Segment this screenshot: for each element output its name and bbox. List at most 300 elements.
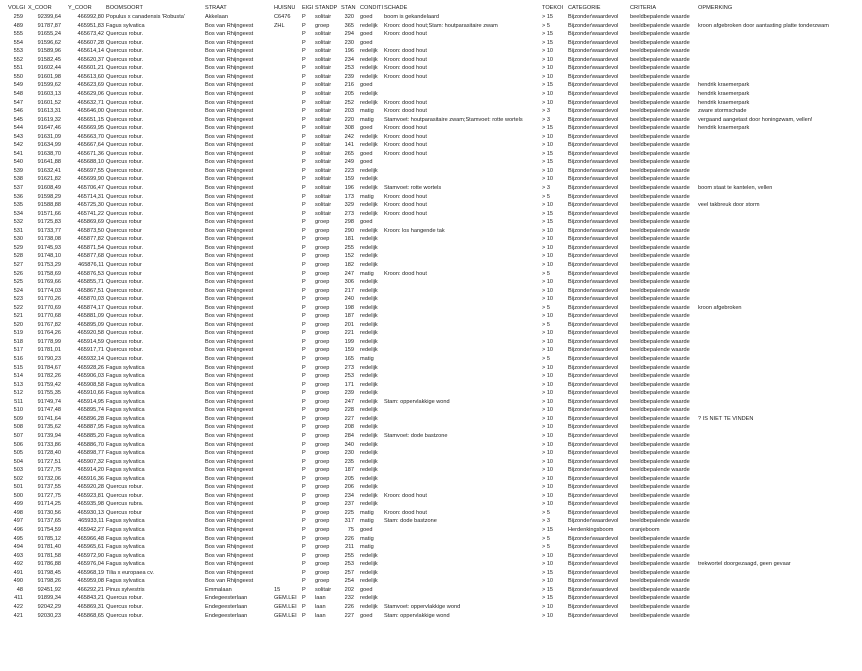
table-row: [0, 577, 862, 585]
column-header-straat: STRAAT: [205, 5, 227, 11]
cell-standplaats: groep: [315, 432, 330, 439]
cell-conditie: matig: [360, 270, 374, 277]
table-row: [0, 509, 862, 517]
cell-conditie: redelijk: [360, 176, 378, 183]
cell-toekomstverwachting: > 10: [542, 48, 554, 55]
cell-categorie: Bijzonder\waardevol: [568, 244, 619, 251]
cell-categorie: Bijzonder\waardevol: [568, 569, 619, 576]
cell-standplaats: groep: [315, 552, 330, 559]
cell-criteria: beeldbepalende waarde: [630, 424, 690, 431]
cell-standplaats: solitair: [315, 586, 332, 593]
table-row: [0, 560, 862, 568]
cell-x-coordinaat: 91732,06: [37, 475, 61, 482]
cell-straat: Bos van Rhijngeest: [205, 167, 254, 174]
cell-volgnummer: 538: [13, 176, 23, 183]
cell-standplaats: solitair: [315, 82, 332, 89]
cell-straat: Bos van Rhijngeest: [205, 227, 254, 234]
cell-toekomstverwachting: > 10: [542, 390, 554, 397]
cell-toekomstverwachting: > 10: [542, 347, 554, 354]
table-row: [0, 167, 862, 175]
cell-stamdiameter: 211: [345, 544, 354, 551]
cell-toekomstverwachting: > 10: [542, 330, 554, 337]
cell-stamdiameter: 226: [344, 603, 354, 610]
cell-x-coordinaat: 91790,23: [37, 356, 61, 362]
cell-x-coordinaat: 91735,62: [37, 424, 61, 431]
cell-x-coordinaat: 91632,41: [37, 167, 61, 174]
cell-volgnummer: 542: [13, 142, 23, 149]
cell-toekomstverwachting: > 10: [542, 56, 554, 63]
cell-stamdiameter: 253: [344, 561, 354, 568]
cell-stamdiameter: 252: [344, 99, 354, 106]
cell-boomsoort: Fagus sylvatica: [106, 544, 145, 551]
cell-volgnummer: 544: [13, 125, 23, 132]
cell-schade: Kroon: dood hout: [384, 31, 427, 38]
cell-conditie: redelijk: [360, 90, 378, 97]
cell-standplaats: groep: [315, 381, 330, 388]
cell-straat: Bos van Rhijngeest: [205, 364, 254, 371]
cell-eigenaar: P: [302, 261, 306, 268]
cell-toekomstverwachting: > 10: [542, 176, 554, 183]
cell-categorie: Bijzonder\waardevol: [568, 364, 619, 371]
cell-volgnummer: 513: [13, 381, 23, 388]
cell-volgnummer: 514: [13, 373, 23, 380]
table-row: [0, 56, 862, 64]
cell-boomsoort: Fagus sylvatica: [106, 518, 145, 525]
cell-boomsoort: Quercus robur.: [106, 287, 143, 294]
cell-eigenaar: P: [302, 244, 306, 251]
cell-conditie: redelijk: [360, 424, 378, 431]
cell-conditie: redelijk: [360, 321, 378, 328]
cell-y-coordinaat: 465906,03: [77, 373, 104, 380]
cell-volgnummer: 502: [13, 475, 23, 482]
cell-boomsoort: Fagus sylvatica: [106, 364, 145, 371]
cell-y-coordinaat: 465907,32: [77, 458, 104, 465]
cell-stamdiameter: 254: [344, 578, 354, 585]
cell-categorie: Bijzonder\waardevol: [568, 518, 619, 525]
cell-conditie: matig: [360, 193, 374, 200]
cell-criteria: beeldbepalende waarde: [630, 313, 690, 320]
cell-conditie: matig: [360, 108, 374, 115]
cell-conditie: redelijk: [360, 381, 378, 388]
cell-straat: Bos van Rhijngeest: [205, 90, 254, 97]
cell-criteria: beeldbepalende waarde: [630, 398, 690, 405]
cell-criteria: beeldbepalende waarde: [630, 261, 690, 268]
cell-y-coordinaat: 465873,50: [77, 227, 104, 234]
cell-volgnummer: 511: [14, 398, 23, 405]
cell-standplaats: solitair: [315, 73, 332, 80]
cell-x-coordinaat: 91737,55: [37, 484, 61, 491]
cell-schade: Kroon: dood hout;Stam: houtparasitaire zwam: [384, 22, 498, 29]
cell-straat: Bos van Rhijngeest: [205, 381, 254, 388]
cell-boomsoort: Quercus robur.: [106, 356, 143, 362]
cell-boomsoort: Quercus robur: [106, 219, 142, 226]
cell-categorie: Herdenkingsboom: [568, 527, 614, 533]
cell-conditie: redelijk: [360, 244, 378, 251]
cell-categorie: Bijzonder\waardevol: [568, 424, 619, 431]
cell-standplaats: solitair: [315, 142, 332, 149]
cell-categorie: Bijzonder\waardevol: [568, 458, 619, 465]
cell-standplaats: groep: [315, 330, 330, 337]
cell-x-coordinaat: 91602,44: [37, 65, 61, 72]
cell-y-coordinaat: 465972,90: [77, 552, 104, 559]
cell-stamdiameter: 247: [344, 270, 354, 277]
cell-straat: Bos van Rhijngeest: [205, 356, 254, 362]
cell-conditie: redelijk: [360, 185, 378, 191]
cell-categorie: Bijzonder\waardevol: [568, 219, 619, 226]
cell-y-coordinaat: 465667,64: [77, 142, 104, 149]
cell-volgnummer: 528: [13, 253, 23, 260]
cell-y-coordinaat: 465877,68: [77, 253, 104, 260]
cell-toekomstverwachting: > 5: [542, 356, 550, 362]
cell-straat: Bos van Rhijngeest: [205, 338, 254, 345]
cell-standplaats: groep: [315, 569, 330, 576]
cell-y-coordinaat: 465868,65: [77, 612, 104, 619]
cell-schade: Stamvoet: rotte wortels: [384, 185, 442, 191]
cell-conditie: redelijk: [360, 202, 378, 209]
cell-y-coordinaat: 465651,15: [77, 116, 104, 123]
cell-eigenaar: P: [302, 279, 306, 286]
cell-toekomstverwachting: > 15: [542, 125, 554, 132]
cell-volgnummer: 524: [13, 287, 23, 294]
cell-straat: Bos van Rhijngeest: [205, 185, 254, 191]
cell-eigenaar: P: [302, 552, 306, 559]
cell-eigenaar: P: [302, 167, 306, 174]
cell-straat: Bos van Rhijngeest: [205, 133, 254, 140]
cell-criteria: beeldbepalende waarde: [630, 552, 690, 559]
cell-criteria: beeldbepalende waarde: [630, 347, 690, 354]
column-header-toekomstverwachting: TOEKOI: [542, 5, 564, 11]
cell-conditie: goed: [360, 527, 373, 533]
cell-criteria: beeldbepalende waarde: [630, 415, 690, 422]
cell-conditie: redelijk: [360, 569, 378, 576]
cell-straat: Bos van Rhijngeest: [205, 569, 254, 576]
cell-categorie: Bijzonder\waardevol: [568, 270, 619, 277]
cell-straat: Bos van Rhijngeest: [205, 330, 254, 337]
cell-boomsoort: Quercus robur.: [106, 176, 143, 183]
cell-x-coordinaat: 91601,52: [37, 99, 61, 106]
cell-volgnummer: 534: [13, 210, 23, 217]
cell-standplaats: groep: [315, 390, 330, 397]
cell-x-coordinaat: 91770,26: [37, 296, 61, 303]
cell-volgnummer: 539: [13, 167, 23, 174]
cell-criteria: beeldbepalende waarde: [630, 535, 690, 542]
cell-boomsoort: Quercus robur.: [106, 82, 143, 89]
cell-conditie: goed: [360, 586, 373, 593]
cell-x-coordinaat: 91603,13: [37, 90, 61, 97]
cell-boomsoort: Fagus sylvatica: [106, 22, 145, 29]
cell-criteria: beeldbepalende waarde: [630, 569, 690, 576]
cell-volgnummer: 489: [13, 22, 23, 29]
cell-volgnummer: 540: [13, 159, 23, 166]
cell-straat: Bos van Rhijngeest: [205, 390, 254, 397]
table-row: [0, 466, 862, 474]
cell-x-coordinaat: 91737,65: [37, 518, 61, 525]
cell-straat: Bos van Rhijngeest: [205, 518, 254, 525]
cell-volgnummer: 494: [13, 544, 23, 551]
cell-categorie: Bijzonder\waardevol: [568, 65, 619, 72]
cell-categorie: Bijzonder\waardevol: [568, 48, 619, 55]
cell-toekomstverwachting: > 10: [542, 501, 554, 508]
cell-volgnummer: 497: [13, 518, 23, 525]
cell-schade: Kroon: dood hout: [384, 202, 427, 209]
cell-volgnummer: 507: [13, 432, 23, 439]
cell-y-coordinaat: 465876,53: [77, 270, 104, 277]
cell-conditie: redelijk: [360, 287, 378, 294]
cell-toekomstverwachting: > 5: [542, 270, 550, 277]
table-row: [0, 201, 862, 209]
cell-criteria: beeldbepalende waarde: [630, 176, 690, 183]
cell-straat: Bos van Rhijngeest: [205, 415, 254, 422]
table-row: [0, 543, 862, 551]
cell-eigenaar: P: [302, 586, 306, 593]
cell-standplaats: solitair: [315, 193, 332, 200]
cell-volgnummer: 520: [13, 321, 23, 328]
cell-categorie: Bijzonder\waardevol: [568, 347, 619, 354]
cell-conditie: goed: [360, 219, 373, 226]
cell-toekomstverwachting: > 5: [542, 304, 550, 311]
cell-conditie: redelijk: [360, 398, 378, 405]
cell-categorie: Bijzonder\waardevol: [568, 492, 619, 499]
cell-conditie: redelijk: [360, 133, 378, 140]
table-row: [0, 175, 862, 183]
cell-boomsoort: Quercus robur.: [106, 90, 143, 97]
cell-stamdiameter: 206: [344, 484, 354, 491]
cell-categorie: Bijzonder\waardevol: [568, 116, 619, 123]
cell-categorie: Bijzonder\waardevol: [568, 99, 619, 106]
cell-boomsoort: Quercus robur.: [106, 304, 143, 311]
cell-toekomstverwachting: > 10: [542, 492, 554, 499]
cell-x-coordinaat: 91741,64: [37, 415, 61, 422]
cell-volgnummer: 496: [13, 527, 23, 533]
cell-boomsoort: Quercus robur.: [106, 193, 143, 200]
cell-categorie: Bijzonder\waardevol: [568, 304, 619, 311]
cell-volgnummer: 537: [13, 185, 23, 191]
cell-boomsoort: Fagus sylvatica: [106, 475, 145, 482]
cell-toekomstverwachting: > 15: [542, 219, 554, 226]
cell-x-coordinaat: 92451,92: [37, 586, 61, 593]
cell-x-coordinaat: 91784,67: [37, 364, 61, 371]
cell-schade: Stamvoet: dode bastzone: [384, 432, 448, 439]
cell-toekomstverwachting: > 10: [542, 287, 554, 294]
cell-stamdiameter: 187: [344, 467, 354, 474]
cell-boomsoort: Quercus robur.: [106, 296, 143, 303]
cell-standplaats: groep: [315, 313, 330, 320]
cell-eigenaar: P: [302, 364, 306, 371]
cell-eigenaar: P: [302, 407, 306, 414]
cell-criteria: beeldbepalende waarde: [630, 450, 690, 457]
column-header-stamdiameter: STAN: [341, 5, 356, 11]
cell-straat: Bos van Rhijngeest: [205, 501, 254, 508]
cell-categorie: Bijzonder\waardevol: [568, 578, 619, 585]
cell-straat: Endegeesterlaan: [205, 612, 248, 619]
cell-standplaats: solitair: [315, 14, 332, 20]
table-row: [0, 346, 862, 354]
cell-stamdiameter: 253: [344, 373, 354, 380]
cell-stamdiameter: 226: [344, 535, 354, 542]
cell-standplaats: groep: [315, 458, 330, 465]
cell-eigenaar: P: [302, 432, 306, 439]
cell-eigenaar: P: [302, 31, 306, 38]
cell-straat: Bos van Rhijngeest: [205, 527, 254, 533]
cell-volgnummer: 516: [13, 356, 23, 362]
cell-criteria: beeldbepalende waarde: [630, 193, 690, 200]
cell-toekomstverwachting: > 15: [542, 150, 554, 157]
cell-conditie: redelijk: [360, 261, 378, 268]
table-row: [0, 569, 862, 577]
cell-boomsoort: Quercus robur: [106, 509, 142, 516]
cell-conditie: redelijk: [360, 227, 378, 234]
cell-straat: Bos van Rhijngeest: [205, 150, 254, 157]
cell-eigenaar: P: [302, 398, 306, 405]
cell-conditie: redelijk: [360, 338, 378, 345]
cell-standplaats: groep: [315, 244, 330, 251]
cell-stamdiameter: 265: [344, 150, 354, 157]
cell-volgnummer: 547: [13, 99, 23, 106]
cell-toekomstverwachting: > 3: [542, 518, 550, 525]
cell-straat: Bos van Rhijngeest: [205, 450, 254, 457]
cell-y-coordinaat: 465916,36: [77, 475, 104, 482]
table-row: [0, 432, 862, 440]
cell-straat: Bos van Rhijngeest: [205, 458, 254, 465]
cell-categorie: Bijzonder\waardevol: [568, 432, 619, 439]
cell-criteria: beeldbepalende waarde: [630, 22, 690, 29]
cell-y-coordinaat: 465914,59: [77, 338, 104, 345]
cell-boomsoort: Tilia x europaea cv.: [106, 569, 154, 576]
cell-criteria: beeldbepalende waarde: [630, 142, 690, 149]
cell-y-coordinaat: 465741,22: [77, 210, 104, 217]
cell-stamdiameter: 290: [344, 227, 354, 234]
cell-standplaats: solitair: [315, 39, 332, 46]
table-row: [0, 22, 862, 30]
cell-eigenaar: P: [302, 82, 306, 89]
cell-eigenaar: P: [302, 227, 306, 234]
cell-conditie: matig: [360, 518, 374, 525]
cell-x-coordinaat: 91631,09: [37, 133, 61, 140]
table-row: [0, 13, 862, 21]
cell-criteria: beeldbepalende waarde: [630, 544, 690, 551]
cell-criteria: beeldbepalende waarde: [630, 296, 690, 303]
cell-y-coordinaat: 465932,14: [77, 356, 104, 362]
cell-schade: Kroon: dood hout: [384, 99, 427, 106]
cell-y-coordinaat: 465914,20: [77, 467, 104, 474]
cell-criteria: beeldbepalende waarde: [630, 236, 690, 243]
cell-y-coordinaat: 465855,71: [77, 279, 104, 286]
cell-y-coordinaat: 465951,83: [77, 22, 104, 29]
cell-straat: Bos van Rhijngeest: [205, 56, 254, 63]
cell-stamdiameter: 171: [344, 381, 354, 388]
cell-straat: Bos van Rhijngeest: [205, 492, 254, 499]
cell-stamdiameter: 329: [344, 202, 354, 209]
cell-eigenaar: P: [302, 185, 306, 191]
cell-standplaats: groep: [315, 544, 330, 551]
cell-categorie: Bijzonder\waardevol: [568, 330, 619, 337]
cell-volgnummer: 541: [13, 150, 23, 157]
cell-standplaats: groep: [315, 441, 330, 448]
cell-volgnummer: 531: [13, 227, 23, 234]
cell-y-coordinaat: 465895,09: [77, 321, 104, 328]
cell-categorie: Bijzonder\waardevol: [568, 407, 619, 414]
cell-boomsoort: Quercus robur.: [106, 612, 143, 619]
cell-eigenaar: P: [302, 39, 306, 46]
table-row: [0, 535, 862, 543]
cell-standplaats: solitair: [315, 133, 332, 140]
cell-categorie: Bijzonder\waardevol: [568, 586, 619, 593]
cell-eigenaar: P: [302, 236, 306, 243]
cell-x-coordinaat: 91571,66: [37, 210, 61, 217]
cell-criteria: beeldbepalende waarde: [630, 39, 690, 46]
cell-y-coordinaat: 465871,54: [77, 244, 104, 251]
cell-criteria: beeldbepalende waarde: [630, 56, 690, 63]
cell-criteria: beeldbepalende waarde: [630, 586, 690, 593]
cell-eigenaar: P: [302, 501, 306, 508]
cell-conditie: redelijk: [360, 364, 378, 371]
cell-toekomstverwachting: > 10: [542, 458, 554, 465]
cell-eigenaar: P: [302, 390, 306, 397]
table-row: [0, 526, 862, 534]
cell-boomsoort: Pinus sylvestris: [106, 586, 145, 593]
cell-x-coordinaat: 91739,94: [37, 432, 61, 439]
cell-volgnummer: 509: [13, 415, 23, 422]
cell-standplaats: groep: [315, 364, 330, 371]
cell-stamdiameter: 240: [344, 296, 354, 303]
cell-volgnummer: 521: [13, 313, 23, 320]
cell-eigenaar: P: [302, 14, 306, 20]
cell-straat: Bos van Rhijngeest: [205, 398, 254, 405]
cell-x-coordinaat: 91728,40: [37, 450, 61, 457]
cell-x-coordinaat: 91733,77: [37, 227, 61, 234]
cell-conditie: redelijk: [360, 73, 378, 80]
cell-straat: Bos van Rhijngeest: [205, 125, 254, 132]
cell-categorie: Bijzonder\waardevol: [568, 561, 619, 568]
table-row: [0, 492, 862, 500]
cell-categorie: Bijzonder\waardevol: [568, 108, 619, 115]
cell-eigenaar: P: [302, 73, 306, 80]
table-row: [0, 184, 862, 192]
table-row: [0, 586, 862, 594]
cell-eigenaar: P: [302, 492, 306, 499]
cell-opmerking: kroon afgebroken: [698, 304, 742, 311]
column-header-criteria: CRITERIA: [630, 5, 657, 11]
cell-conditie: redelijk: [360, 458, 378, 465]
cell-toekomstverwachting: > 10: [542, 202, 554, 209]
cell-opmerking: vergaand aangetast door honingzwam, vellen!: [698, 116, 813, 123]
cell-volgnummer: 552: [13, 56, 23, 63]
table-row: [0, 73, 862, 81]
cell-categorie: Bijzonder\waardevol: [568, 279, 619, 286]
cell-straat: Bos van Rhijngeest: [205, 244, 254, 251]
cell-toekomstverwachting: > 10: [542, 338, 554, 345]
cell-volgnummer: 421: [13, 612, 23, 619]
cell-y-coordinaat: 465877,82: [77, 236, 104, 243]
cell-volgnummer: 526: [13, 270, 23, 277]
cell-y-coordinaat: 465928,26: [77, 364, 104, 371]
column-header-x-coordinaat: X_COOR: [28, 5, 52, 11]
cell-eigenaar: P: [302, 595, 306, 602]
cell-conditie: goed: [360, 150, 373, 157]
cell-categorie: Bijzonder\waardevol: [568, 603, 619, 610]
cell-conditie: goed: [360, 82, 373, 89]
cell-eigenaar: P: [302, 270, 306, 277]
table-row: [0, 252, 862, 260]
cell-toekomstverwachting: > 15: [542, 586, 554, 593]
cell-huisnummer: ZHL: [274, 22, 285, 29]
cell-volgnummer: 504: [13, 458, 23, 465]
cell-straat: Endegeesterlaan: [205, 595, 248, 602]
cell-eigenaar: P: [302, 373, 306, 380]
cell-categorie: Bijzonder\waardevol: [568, 450, 619, 457]
cell-x-coordinaat: 91798,26: [37, 578, 61, 585]
cell-categorie: Bijzonder\waardevol: [568, 185, 619, 191]
